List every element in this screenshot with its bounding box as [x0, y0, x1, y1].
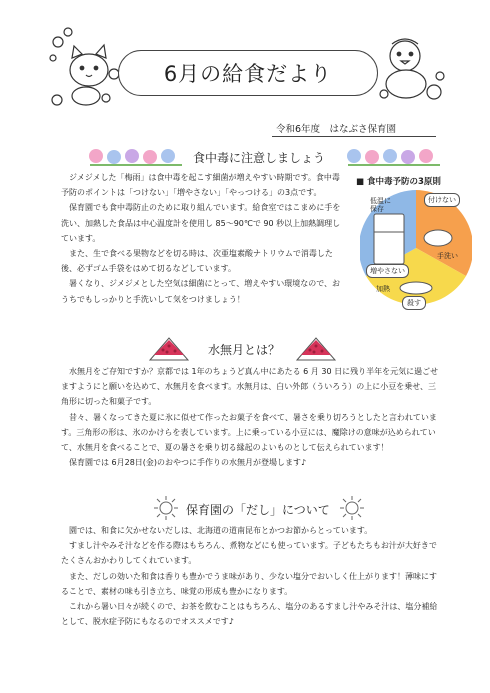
sun-icon-left [152, 494, 180, 522]
paragraph: 水無月をご存知ですか？京都では 1年のちょうど真ん中にあたる 6 月 30 日に残り半年を元気に過ごせますようにと願いを込めて、水無月を食べます。水無月は、白い外郎（ういろう）の上に小豆を乗せ、三角形に切った和菓子です。 [61, 367, 439, 407]
paragraph: 保育園でも食中毒防止のために取り組んでいます。給食室ではこまめに手を洗い、加熱した食品は中心温度計を使用し 85～90℃で 90 秒以上加熱調理しています。 [61, 203, 341, 243]
duck-mascot-right-illustration [372, 32, 454, 110]
section-title-minazuki: 水無月とは？ [208, 343, 281, 357]
section2-body [61, 364, 439, 470]
hydrangea-decoration-right [346, 146, 442, 168]
label-dont-multiply: 増やさない [366, 264, 409, 278]
section1-body [61, 170, 344, 307]
label-low-temp-storage: 低温に保存 [370, 197, 391, 213]
label-heating: 加熱 [376, 285, 390, 293]
paragraph: また、だしの効いた和食は香りも豊かでうま味があり、少ない塩分でおいしく仕上がります！薄味にすることで、素材の味も引き立ち、味覚の形成も豊かになります。 [61, 571, 437, 596]
paragraph: すまし汁やみそ汁などを作る際はもちろん、煮物などにも使っています。子どもたちもお汁が大好きでたくさんおかわりしてくれています。 [61, 541, 437, 566]
paragraph: 暑くなり、ジメジメとした空気は細菌にとって、増えやすい環境なので、おうちでもしっかりと手洗いして気をつけましょう！ [61, 279, 341, 304]
paragraph: ジメジメした「梅雨」は食中毒を起こす細菌が増えやすい時期です。食中毒予防のポイントは「つけない」「増やさない」「やっつける」の3点です。 [61, 173, 340, 198]
minazuki-sweet-illustration-right [293, 334, 339, 366]
organization-line: 令和6年度 はなぶさ保育園 [276, 124, 397, 135]
section3-body [61, 523, 439, 629]
label-kill: 殺す [402, 296, 426, 310]
paragraph: 園では、和食に欠かせないだしは、北海道の道南昆布とかつお節からとっています。 [69, 526, 373, 535]
cat-mascot-left-illustration [44, 18, 126, 110]
hydrangea-decoration-left [88, 146, 184, 168]
page-title: 6月の給食だより [163, 62, 333, 86]
section-title-food-poisoning: 食中毒に注意しましょう [193, 151, 326, 165]
paragraph: 保育園では 6月28日(金)のおやつに手作りの水無月が登場します♪ [69, 458, 307, 468]
label-handwashing: 手洗い [437, 252, 458, 260]
title-banner [118, 50, 378, 96]
paragraph: また、生で食べる果物などを切る時は、次亜塩素酸ナトリウムで消毒した後、必ずゴム手袋をはめて切るなどしています。 [61, 249, 333, 274]
label-dont-attach: 付けない [424, 193, 460, 207]
paragraph: 昔々、暑くなってきた夏に氷に似せて作ったお菓子を食べて、暑さを乗り切ろうとしたと言われています。三角形の形は、氷のかけらを表しています。上に乗っている小豆には、魔除けの意味が込められていて、水無月を食べることで、夏の暑さを乗り切る縁起のよいものとして伝えられています！ [61, 412, 437, 453]
org-underline [272, 136, 436, 137]
paragraph: これから暑い日々が続くので、お茶を飲むことはもちろん、塩分のあるすまし汁やみそ汁は、塩分補給として、脱水症予防にもなるのでオススメです♪ [61, 602, 438, 627]
sun-icon-right [338, 494, 366, 522]
section-title-dashi: 保育園の「だし」について [186, 503, 330, 517]
minazuki-sweet-illustration-left [146, 334, 192, 366]
diagram-heading: ■ 食中毒予防の3原則 [356, 177, 441, 187]
